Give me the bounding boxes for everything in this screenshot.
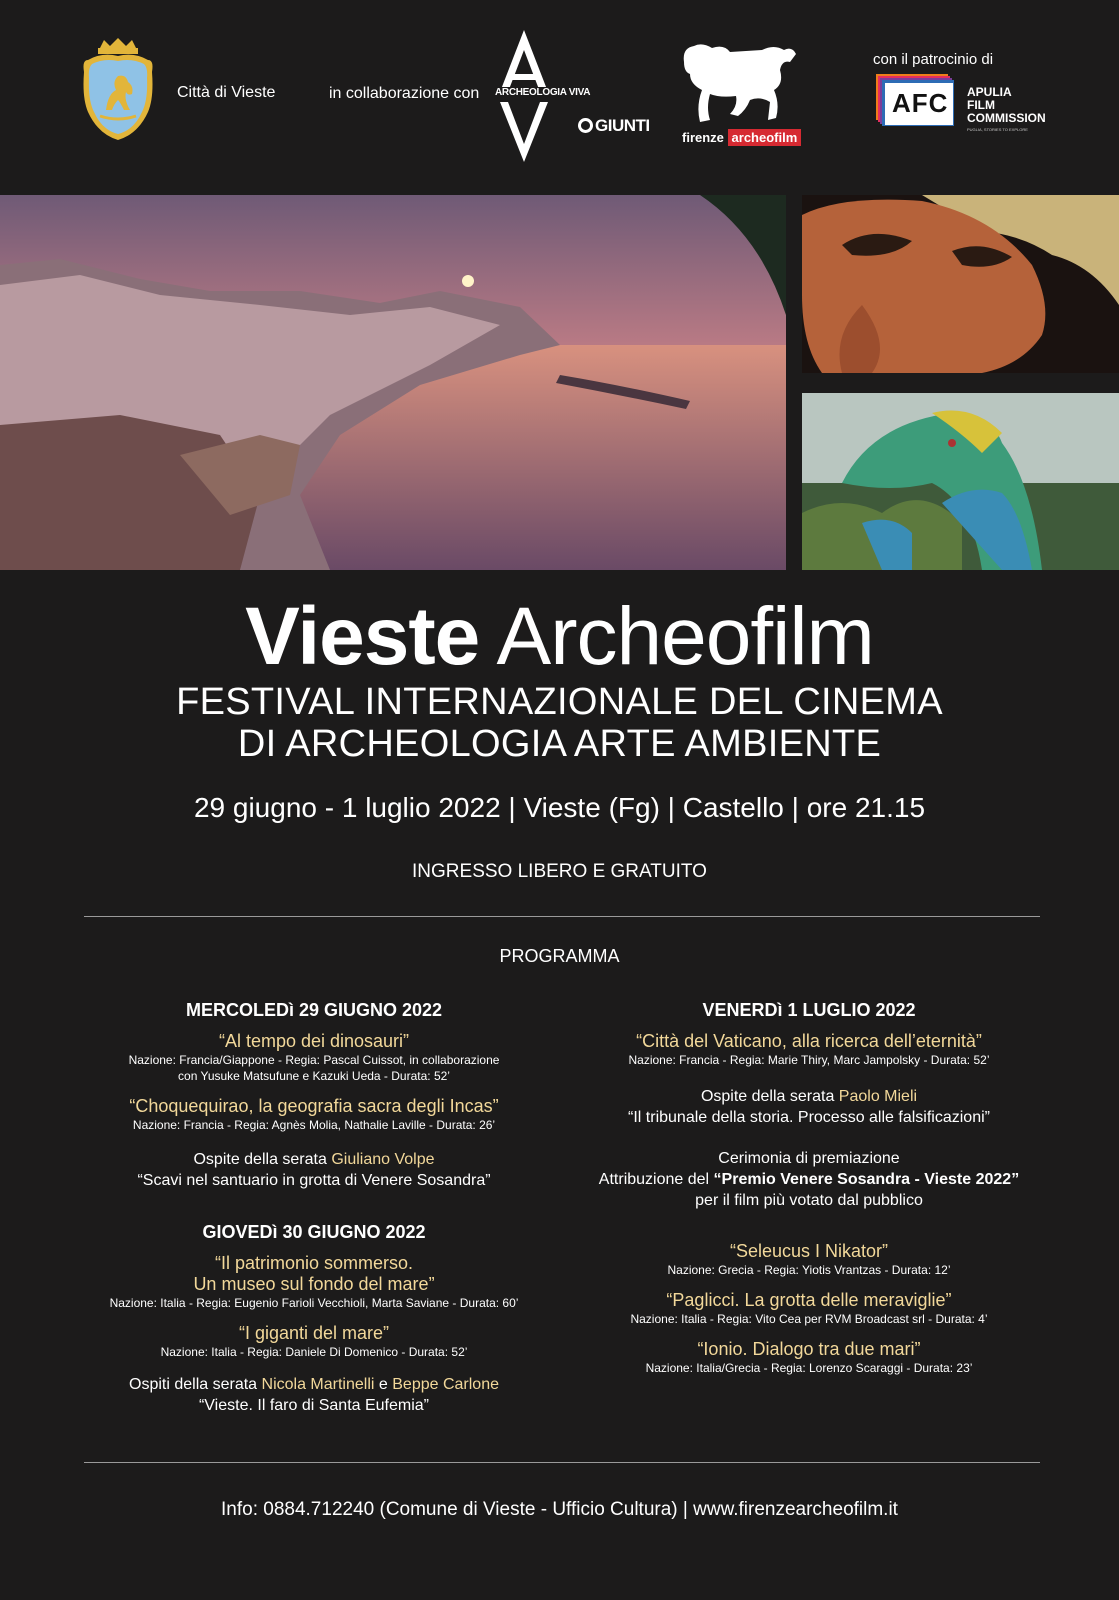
afc-tagline: PUGLIA, STORIES TO EXPLORE: [967, 127, 1028, 132]
day3-guest-talk: “Il tribunale della storia. Processo alle falsificazioni”: [628, 1109, 990, 1126]
day1-guest-talk: “Scavi nel santuario in grotta di Venere Sosandra”: [137, 1172, 491, 1189]
festival-dates: 29 giugno - 1 luglio 2022 | Vieste (Fg) | Castello | ore 21.15: [193, 792, 926, 823]
archeologia-viva-text: ARCHEOLOGIA VIVA: [495, 87, 591, 98]
firenze-text: firenze: [682, 130, 724, 145]
day3-film2-title: “Seleucus I Nikator”: [729, 1241, 889, 1261]
day3-guest: [559, 1086, 1059, 1107]
day1-guest-name: Giuliano Volpe: [331, 1151, 435, 1168]
city-label: Città di Vieste: [177, 84, 276, 101]
day2-film1-title1: “Il patrimonio sommerso.: [214, 1253, 414, 1273]
afc-line1: APULIA: [967, 85, 1012, 99]
footer-info: Info: 0884.712240 (Comune di Vieste - Ufficio Cultura) | www.firenzearcheofilm.it: [221, 1499, 898, 1520]
afc-name: [967, 86, 1046, 125]
day2-guest: [64, 1374, 564, 1395]
day3-film1-title: “Città del Vaticano, alla ricerca dell’eternità”: [636, 1031, 982, 1051]
apulia-film-commission-logo: [876, 74, 1050, 132]
archeofilm-text: archeofilm: [728, 129, 802, 146]
title-bold: Vieste: [245, 591, 480, 682]
day3-block: [559, 1000, 1059, 1388]
firenze-archeofilm-lion-logo: [680, 40, 798, 128]
day2-guest-name2: Beppe Carlone: [392, 1376, 499, 1393]
afc-letters: AFC: [892, 88, 949, 118]
afc-line2: FILM: [967, 98, 995, 112]
giunti-logo: [578, 116, 650, 136]
day2-guest-prefix: Ospiti della serata: [129, 1376, 258, 1393]
day2-film2-title: “I giganti del mare”: [238, 1323, 390, 1343]
firenze-archeofilm-label: [682, 130, 801, 145]
vieste-crest-logo: [78, 38, 158, 142]
divider-top: [84, 916, 1040, 917]
day2-guest-talk: “Vieste. Il faro di Santa Eufemia”: [198, 1397, 430, 1414]
day3-film3-title: “Paglicci. La grotta delle meraviglie”: [666, 1290, 952, 1310]
giunti-text: GIUNTI: [595, 116, 650, 135]
day2-heading: GIOVEDì 30 GIUGNO 2022: [202, 1222, 426, 1242]
subtitle-line2: DI ARCHEOLOGIA ARTE AMBIENTE: [237, 723, 882, 765]
patrocinio-label: con il patrocinio di: [873, 51, 994, 68]
day3-film2-meta: Nazione: Grecia - Regia: Yiotis Vrantzas - Durata: 12’: [667, 1263, 951, 1277]
day2-guest-and: e: [378, 1376, 388, 1393]
festival-title: [0, 592, 1119, 682]
day3-award-name: “Premio Venere Sosandra - Vieste 2022”: [713, 1171, 1020, 1188]
day2-film1-meta: Nazione: Italia - Regia: Eugenio Farioli Vecchioli, Marta Saviane - Durata: 60’: [109, 1296, 519, 1310]
day1-film1-title: “Al tempo dei dinosauri”: [218, 1031, 410, 1051]
ingresso-label: INGRESSO LIBERO E GRATUITO: [412, 861, 707, 882]
day3-award-prefix: Attribuzione del: [598, 1171, 710, 1188]
vieste-sunset-photo: [0, 195, 786, 570]
day1-film2-meta: Nazione: Francia - Regia: Agnès Molia, Nathalie Laville - Durata: 26’: [132, 1118, 496, 1132]
day1-block: [64, 1000, 564, 1191]
day3-film3-meta: Nazione: Italia - Regia: Vito Cea per RVM Broadcast srl - Durata: 4’: [630, 1312, 988, 1326]
subtitle-line1: FESTIVAL INTERNAZIONALE DEL CINEMA: [176, 681, 943, 723]
day3-award-suffix: per il film più votato dal pubblico: [695, 1192, 923, 1209]
collab-label: in collaborazione con: [329, 85, 480, 102]
day3-film4-title: “Ionio. Dialogo tra due mari”: [697, 1339, 921, 1359]
dinosaur-photo: [802, 393, 1119, 570]
giunti-circle-icon: [578, 118, 593, 133]
day1-film2-title: “Choquequirao, la geografia sacra degli Incas”: [129, 1096, 499, 1116]
day1-film1-meta2: con Yusuke Matsufune e Kazuki Ueda - Durata: 52’: [178, 1069, 450, 1083]
day3-guest-name: Paolo Mieli: [838, 1088, 918, 1105]
day2-film2-meta: Nazione: Italia - Regia: Daniele Di Domenico - Durata: 52’: [160, 1345, 468, 1359]
day3-ceremony: Cerimonia di premiazione: [718, 1150, 900, 1167]
divider-bottom: [84, 1462, 1040, 1463]
day3-heading: VENERDì 1 LUGLIO 2022: [702, 1000, 916, 1020]
title-light: Archeofilm: [496, 591, 874, 682]
day1-heading: MERCOLEDì 29 GIUGNO 2022: [185, 1000, 443, 1020]
day3-guest-prefix: Ospite della serata: [700, 1088, 835, 1105]
day2-film1-title2: Un museo sul fondo del mare”: [193, 1274, 435, 1294]
day2-guest-name1: Nicola Martinelli: [261, 1376, 375, 1393]
afc-line3: COMMISSION: [967, 111, 1046, 125]
day1-guest-prefix: Ospite della serata: [193, 1151, 327, 1168]
day3-film1-meta: Nazione: Francia - Regia: Marie Thiry, Marc Jampolsky - Durata: 52’: [628, 1053, 990, 1067]
day2-block: [64, 1222, 564, 1416]
nefertiti-bust-photo: [802, 195, 1119, 373]
day1-film1-meta1: Nazione: Francia/Giappone - Regia: Pascal Cuissot, in collaborazione: [128, 1053, 500, 1067]
day1-guest: [64, 1149, 564, 1170]
day3-film4-meta: Nazione: Italia/Grecia - Regia: Lorenzo Scaraggi - Durata: 23’: [645, 1361, 973, 1375]
programma-label: PROGRAMMA: [499, 946, 620, 966]
day3-award: [559, 1169, 1059, 1190]
